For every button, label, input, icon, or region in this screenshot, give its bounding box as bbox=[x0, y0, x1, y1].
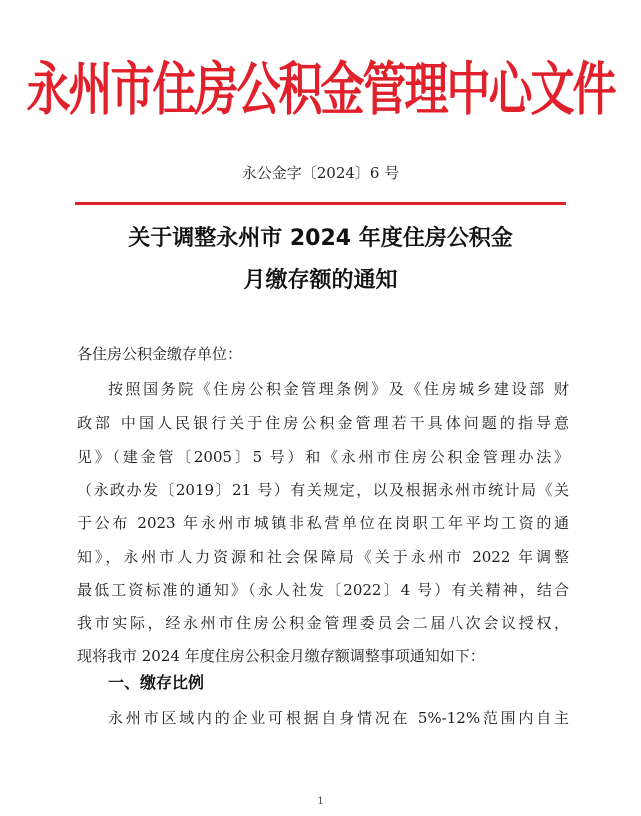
paragraph-line: 政部 中国人民银行关于住房公积金管理若干具体问题的指导意 bbox=[77, 414, 569, 432]
notice-title-line-1: 关于调整永州市 2024 年度住房公积金 bbox=[128, 226, 513, 251]
section-1-heading: 一、缴存比例 bbox=[108, 673, 205, 692]
paragraph-line: 现将我市 2024 年度住房公积金月缴存额调整事项通知如下： bbox=[77, 647, 485, 665]
red-divider-rule bbox=[75, 202, 566, 205]
paragraph-line: 见》（建金管〔2005〕5 号）和《永州市住房公积金管理办法》 bbox=[77, 448, 569, 466]
page-number: 1 bbox=[317, 796, 324, 807]
paragraph-line: 最低工资标准的通知》（永人社发〔2022〕4 号）有关精神，结合 bbox=[77, 581, 569, 599]
paragraph-line: 按照国务院《住房公积金管理条例》及《住房城乡建设部 财 bbox=[108, 380, 569, 398]
section-1-line: 永州市区域内的企业可根据自身情况在 5%-12%范围内自主 bbox=[108, 709, 569, 727]
paragraph-line: （永政办发〔2019〕21 号）有关规定，以及根据永州市统计局《关 bbox=[77, 481, 569, 499]
paragraph-line: 于公布 2023 年永州市城镇非私营单位在岗职工年平均工资的通 bbox=[77, 514, 569, 532]
paragraph-line: 我市实际，经永州市住房公积金管理委员会二届八次会议授权， bbox=[77, 614, 569, 632]
masthead-title: 永州市住房公积金管理中心文件 bbox=[26, 57, 615, 124]
document-number: 永公金字〔2024〕6 号 bbox=[241, 164, 400, 182]
paragraph-line: 知》，永州市人力资源和社会保障局《关于永州市 2022 年调整 bbox=[77, 548, 569, 566]
addressee: 各住房公积金缴存单位： bbox=[77, 345, 243, 363]
notice-title-line-2: 月缴存额的通知 bbox=[243, 268, 398, 293]
